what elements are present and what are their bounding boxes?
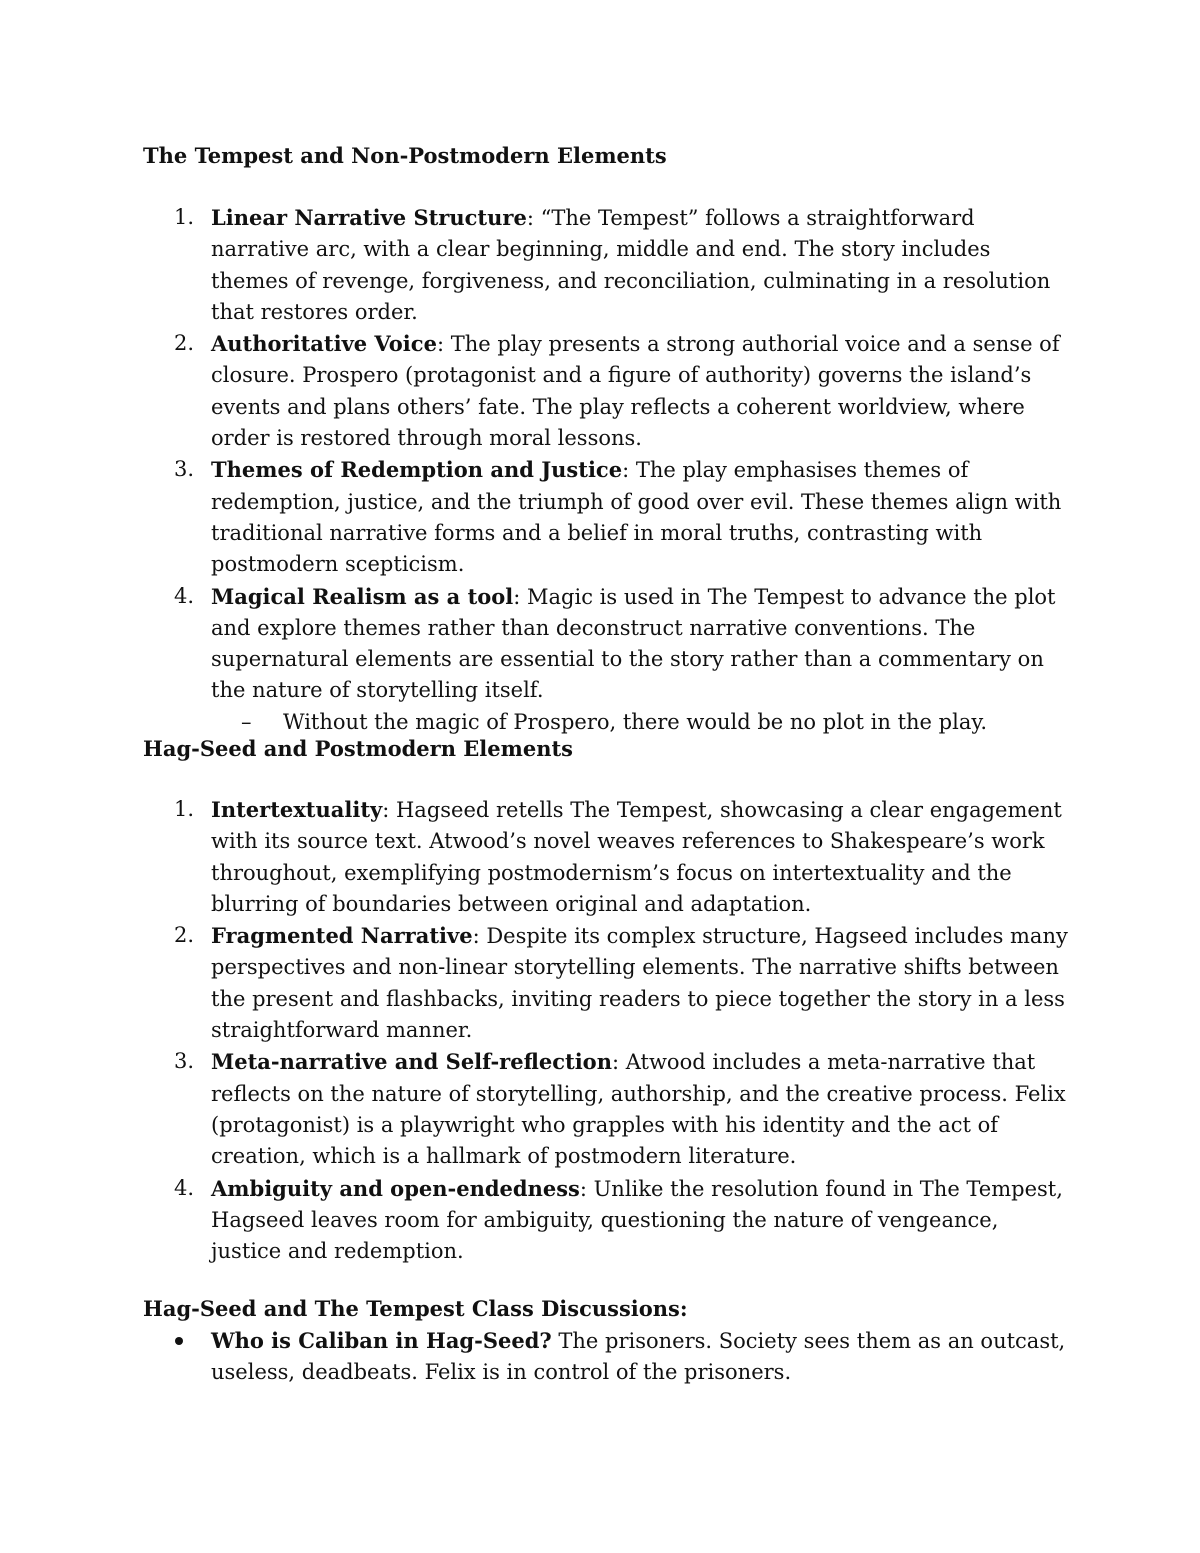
list-number: 4. <box>174 1175 195 1200</box>
section-heading-discussions: Hag-Seed and The Tempest Class Discussions: <box>143 1296 688 1321</box>
item-term: Ambiguity and open-endedness <box>211 1175 580 1201</box>
list-number: 4. <box>174 583 195 608</box>
item-term: Fragmented Narrative <box>211 923 473 949</box>
tempest-elements-list <box>174 202 1071 738</box>
list-item <box>174 920 1071 1046</box>
list-number: 3. <box>174 457 195 482</box>
item-text: : The play presents a strong authorial voice and a sense of closure. Prospero (protagonist and a figure of authority) governs the island’s events and plans others’ fate. The play reflects a coherent worldview, where order is restored through moral lessons. <box>211 332 1060 451</box>
item-term: Who is Caliban in Hag-Seed? <box>211 1328 552 1353</box>
item-term: Meta-narrative and Self-reflection <box>211 1049 612 1075</box>
item-text: : Atwood includes a meta-narrative that reflects on the nature of storytelling, authorship, and the creative process. Felix (protagonist) is a playwright who grapples with his identity and the act of creation, which is a hallmark of postmodern literature. <box>211 1050 1066 1169</box>
list-item <box>211 1325 1071 1389</box>
list-item <box>174 1173 1071 1268</box>
list-item <box>174 1046 1071 1172</box>
list-number: 1. <box>174 205 195 229</box>
item-text: : Unlike the resolution found in The Tempest, Hagseed leaves room for ambiguity, questioning the nature of vengeance, justice and redemption. <box>211 1176 1063 1264</box>
list-item <box>174 581 1071 738</box>
item-term: Authoritative Voice <box>211 331 437 357</box>
discussion-list <box>211 1325 1071 1389</box>
list-number: 1. <box>174 797 195 821</box>
list-number: 2. <box>174 923 195 948</box>
item-term: Intertextuality <box>211 797 383 822</box>
dash-marker: – <box>241 709 252 734</box>
item-text: : The play emphasises themes of redemption, justice, and the triumph of good over evil. These themes align with traditional narrative forms and a belief in moral truths, contrasting with postmodern scepticism. <box>211 458 1062 577</box>
list-number: 3. <box>174 1049 195 1074</box>
section-heading-hagseed: Hag-Seed and Postmodern Elements <box>143 736 573 761</box>
item-text: : “The Tempest” follows a straightforward narrative arc, with a clear beginning, middle and end. The story includes themes of revenge, forgiveness, and reconciliation, culminating in a resolution that restores order. <box>211 206 1051 324</box>
list-item <box>174 454 1071 580</box>
item-term: Themes of Redemption and Justice <box>211 457 623 483</box>
list-item <box>174 202 1071 328</box>
item-term: Linear Narrative Structure <box>211 205 527 230</box>
list-number: 2. <box>174 331 195 356</box>
item-term: Magical Realism as a tool <box>211 583 514 609</box>
sub-item-text: Without the magic of Prospero, there would be no plot in the play. <box>283 709 988 734</box>
bullet-icon <box>175 1337 183 1345</box>
item-text: : Hagseed retells The Tempest, showcasing a clear engagement with its source text. Atwood’s novel weaves references to Shakespeare’s work throughout, exemplifying postmodernism’s focus on intertextuality and the blurring of boundaries between original and adaptation. <box>211 798 1062 916</box>
list-item <box>174 328 1071 454</box>
list-item <box>174 794 1071 920</box>
item-text: The prisoners. Society sees them as an outcast, useless, deadbeats. Felix is in control of the prisoners. <box>211 1329 1066 1385</box>
item-text: : Despite its complex structure, Hagseed includes many perspectives and non-linear storytelling elements. The narrative shifts between the present and flashbacks, inviting readers to piece together the story in a less straightforward manner. <box>211 924 1068 1043</box>
item-text: : Magic is used in The Tempest to advance the plot and explore themes rather than deconstruct narrative conventions. The supernatural elements are essential to the story rather than a commentary on the nature of storytelling itself. <box>211 584 1056 703</box>
section-heading-tempest: The Tempest and Non-Postmodern Elements <box>143 143 667 168</box>
hagseed-elements-list <box>174 794 1071 1267</box>
